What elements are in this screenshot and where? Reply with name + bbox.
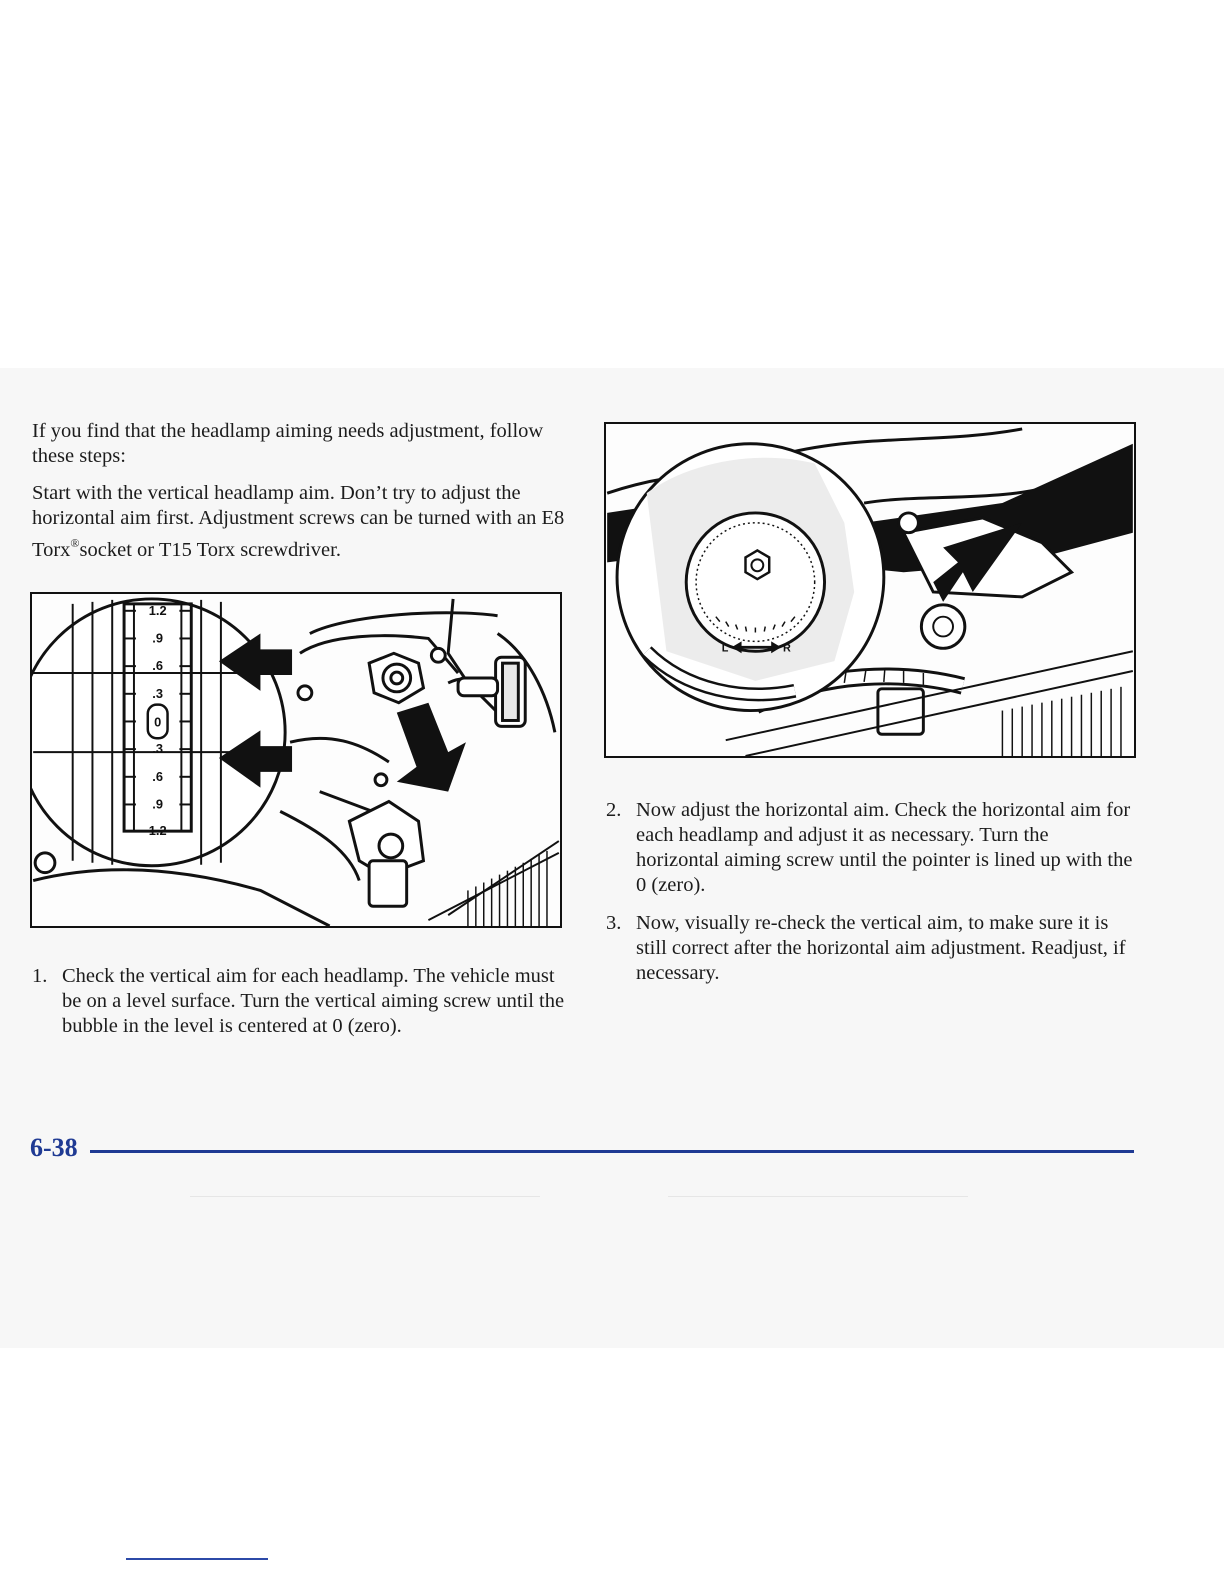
step-2-number: 2. [606,799,622,821]
scale-label-top-0-3: .3 [152,685,164,701]
scale-label-top-0-6: .6 [152,658,164,674]
scale-label-bottom-1-2: 1.2 [148,823,167,839]
step-2-text: Now adjust the horizontal aim. Check the horizontal aim for each headlamp and adjust it as necessary. Turn the horizontal aiming screw until the pointer is lined up with the 0 (zero). [636,799,1133,896]
scale-label-bottom-0-3: .3 [152,741,164,757]
dial-label-left: L [721,642,729,655]
scale-label-bottom-0-9: .9 [152,796,164,812]
intro-paragraph [32,419,572,469]
footer-rule [90,1150,1134,1153]
step-3-text: Now, visually re-check the vertical aim, to make sure it is still correct after the horizontal aim adjustment. Readjust, if necessary. [636,912,1126,984]
vertical-aim-illustration [30,592,562,928]
horizontal-aim-illustration [604,422,1136,758]
registered-mark: ® [70,536,80,550]
step-2 [606,798,1134,898]
step-3 [606,911,1134,986]
intro-text: If you find that the headlamp aiming needs adjustment, follow these steps: [32,420,544,467]
vertical-aim-drawing [32,594,560,926]
page-number: 6-38 [30,1133,78,1162]
step-1 [32,964,572,1039]
horizontal-aim-drawing [606,424,1134,756]
step-1-text: Check the vertical aim for each headlamp. The vehicle must be on a level surface. Turn the vertical aiming screw until the bubble in the level is centered at 0 (zero). [62,965,565,1037]
torx-paragraph [32,481,572,563]
torx-text-start: Start with the vertical headlamp aim. Don’t try to adjust the horizontal aim first. Adjustment screws can be turned with an E8 Torx [32,482,565,561]
scale-label-top-1-2: 1.2 [148,602,167,618]
faint-divider-left [190,1196,540,1197]
torx-text-end: socket or T15 Torx screwdriver. [79,539,341,561]
faint-divider-right [668,1196,968,1197]
scale-label-top-0-9: .9 [152,630,164,646]
scale-label-bottom-0-6: .6 [152,768,164,784]
bottom-rule [126,1558,268,1560]
dial-label-right: R [783,642,791,655]
scale-label-zero: 0 [154,714,162,730]
step-1-number: 1. [32,965,48,987]
step-3-number: 3. [606,912,622,934]
